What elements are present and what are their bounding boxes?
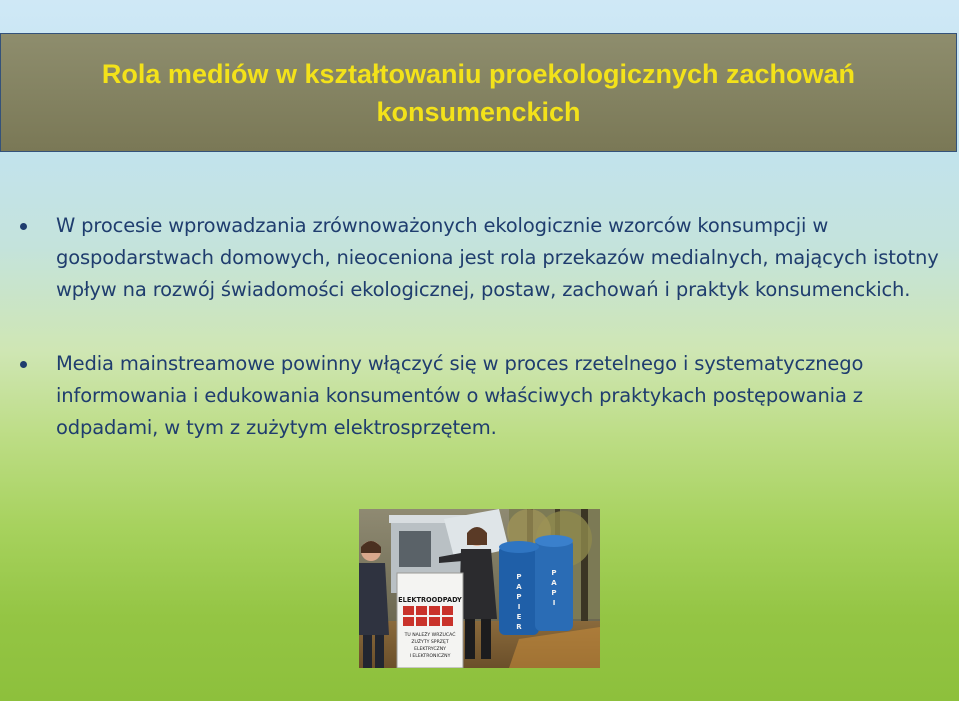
svg-text:E: E — [516, 613, 522, 621]
bullet-text: W procesie wprowadzania zrównoważonych ekologicznie wzorców konsumpcji w gospodarstwach domowych, nieoceniona jest rola przekazów medialnych, mających istotny wpływ na rozwój świadomości ekologicznej, postaw, zachowań i praktyk konsumenckich. — [56, 214, 939, 301]
bullet-dot-icon — [20, 361, 27, 368]
bullet-dot-icon — [20, 223, 27, 230]
sign-line: ZUŻYTY SPRZĘT — [411, 640, 449, 645]
sign-title: ELEKTROODPADY — [398, 596, 462, 604]
svg-text:A: A — [551, 579, 557, 587]
elektroodpady-sign — [397, 573, 463, 668]
svg-text:P: P — [551, 589, 557, 597]
svg-text:R: R — [516, 623, 522, 631]
slide-title: Rola mediów w kształtowaniu proekologicznych zachowań konsumenckich — [101, 58, 856, 127]
svg-text:P: P — [551, 569, 557, 577]
bullet-text: Media mainstreamowe powinny włączyć się w proces rzetelnego i systematycznego informowania i edukowania konsumentów o właściwych praktykach postępowania z odpadami, w tym z zużytym elektrosprzętem. — [56, 352, 864, 439]
sign-line: TU NALEŻY WRZUCAĆ — [404, 633, 456, 638]
recycling-photo — [359, 509, 600, 668]
bullet-item — [0, 348, 959, 444]
svg-text:I: I — [517, 603, 521, 611]
svg-text:A: A — [516, 583, 522, 591]
svg-text:I: I — [552, 599, 556, 607]
title-bar — [0, 33, 957, 152]
bullet-item — [0, 210, 959, 306]
svg-text:P: P — [516, 593, 522, 601]
sign-line: I ELEKTRONICZNY — [409, 654, 451, 659]
svg-text:P: P — [516, 573, 522, 581]
blue-paper-bins — [499, 535, 573, 635]
bullet-list — [0, 210, 959, 444]
sign-line: ELEKTRYCZNY — [414, 647, 446, 652]
